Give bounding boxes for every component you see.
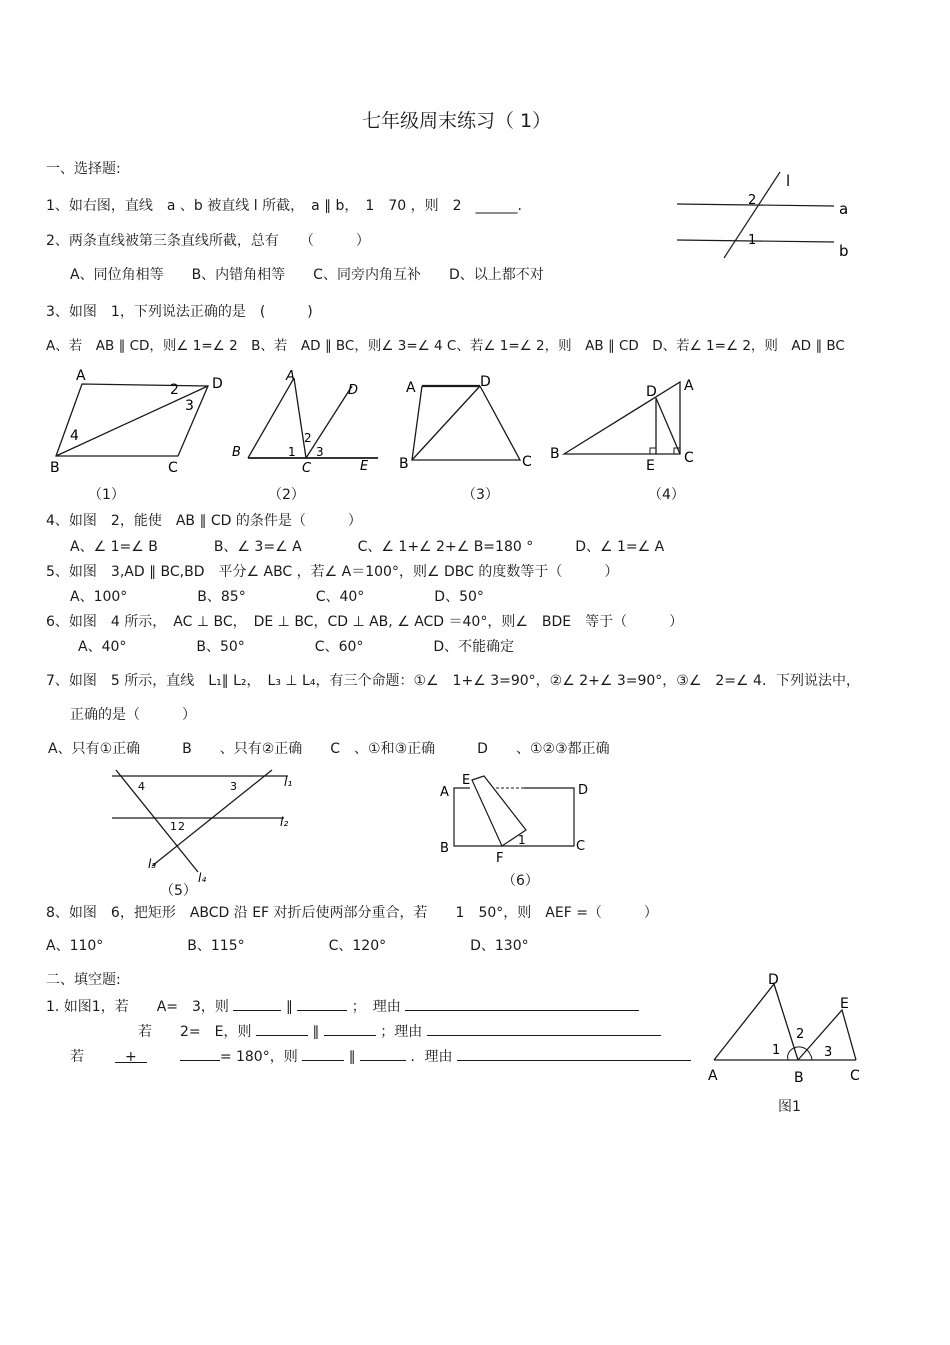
figure-1-parallelogram	[36, 362, 226, 482]
angle-1: 1	[288, 445, 296, 459]
parallel-symbol: ∥	[348, 1049, 356, 1065]
line-l3: l₃	[148, 857, 157, 871]
angle-3: 3	[316, 445, 324, 459]
question-2-options: A、同位角相等 B、内错角相等 C、同旁内角互补 D、以上都不对	[70, 267, 544, 283]
fill-line-2	[138, 1023, 661, 1039]
reason-label: ．理由	[410, 1049, 453, 1065]
figure-3-caption: （3）	[462, 487, 499, 503]
figure-final-triangles	[704, 968, 874, 1093]
fill-line-3	[70, 1048, 691, 1064]
question-6-options: A、40° B、50° C、60° D、不能确定	[78, 639, 515, 655]
angle-1: 1	[748, 233, 757, 248]
angle-4: 4	[138, 780, 145, 793]
angle-1: 1	[518, 833, 526, 847]
fill-3-prefix: 若	[70, 1049, 84, 1065]
vertex-a: A	[286, 369, 295, 384]
parallel-symbol: ∥	[285, 999, 293, 1015]
figure-5-lines	[108, 766, 308, 886]
vertex-d: D	[646, 384, 657, 400]
angle-2: 2	[304, 431, 312, 445]
figure-3-trapezoid	[396, 362, 546, 482]
figure-4-right-triangle	[546, 362, 706, 482]
vertex-b: B	[550, 446, 560, 462]
vertex-c: C	[522, 454, 532, 470]
vertex-d: D	[348, 383, 359, 398]
reason-label: ；理由	[380, 1024, 423, 1040]
blank-reason-3[interactable]	[457, 1048, 691, 1061]
angle-3: 3	[230, 780, 237, 793]
line-l2: l₂	[280, 815, 289, 829]
question-6: 6、如图 4 所示， AC ⊥ BC， DE ⊥ BC，CD ⊥ AB, ∠ ACD ＝40°，则∠ BDE 等于（ ）	[46, 614, 684, 630]
question-4: 4、如图 2，能使 AB ∥ CD 的条件是（ ）	[46, 513, 362, 529]
question-8-options: A、110° B、115° C、120° D、130°	[46, 938, 529, 954]
question-5-options: A、100° B、85° C、40° D、50°	[70, 589, 484, 605]
question-7-options: A、只有①正确 B 、只有②正确 C 、①和③正确 D 、①②③都正确	[48, 741, 610, 757]
vertex-a: A	[406, 380, 416, 396]
label-b: b	[839, 242, 849, 260]
angle-2: 2	[796, 1027, 805, 1042]
vertex-c: C	[168, 460, 178, 476]
blank-2a[interactable]	[256, 1023, 308, 1036]
vertex-d: D	[480, 374, 491, 390]
blank-2b[interactable]	[324, 1023, 376, 1036]
angle-1: 1	[170, 820, 177, 833]
angle-3: 3	[185, 398, 194, 414]
vertex-b: B	[50, 460, 60, 476]
vertex-c: C	[576, 839, 586, 854]
vertex-d: D	[212, 376, 223, 392]
angle-2: 2	[748, 193, 757, 208]
fill-2-prefix: 若 2= E，则	[138, 1024, 252, 1040]
vertex-a: A	[76, 368, 86, 384]
figure-6-folded-rectangle	[436, 770, 606, 870]
figure-2-lines	[228, 362, 388, 482]
vertex-b: B	[232, 445, 241, 460]
question-5: 5、如图 3,AD ∥ BC,BD 平分∠ ABC ，若∠ A＝100°，则∠ DBC 的度数等于（ ）	[46, 564, 619, 580]
section-heading-fill: 二、填空题:	[46, 972, 121, 988]
figure-4-caption: （4）	[648, 487, 685, 503]
plus-sign: +	[125, 1049, 137, 1065]
label-a: a	[839, 200, 849, 218]
parallel-lines-figure	[672, 168, 872, 268]
line-l1: l₁	[284, 775, 293, 789]
vertex-e: E	[646, 458, 655, 474]
figure-5-caption: （5）	[160, 883, 197, 899]
vertex-a: A	[440, 785, 449, 800]
question-3-options: A、若 AB ∥ CD，则∠ 1=∠ 2 B、若 AD ∥ BC，则∠ 3=∠ 4 C、若∠ 1=∠ 2，则 AB ∥ CD D、若∠ 1=∠ 2，则 AD ∥ BC	[46, 338, 845, 354]
page-title: 七年级周末练习（ 1）	[362, 110, 552, 132]
angle-2: 2	[178, 820, 185, 833]
vertex-a: A	[684, 378, 694, 394]
angle-3: 3	[824, 1045, 833, 1060]
question-3: 3、如图 1，下列说法正确的是 ( )	[46, 304, 313, 320]
vertex-b: B	[399, 456, 409, 472]
question-8: 8、如图 6，把矩形 ABCD 沿 EF 对折后使两部分重合，若 1 50°，则 AEF =（ ）	[46, 905, 658, 921]
figure-final-caption: 图1	[778, 1099, 801, 1115]
fill-1-prefix: 1. 如图1，若 A= 3，则	[46, 999, 229, 1015]
vertex-f: F	[496, 851, 504, 866]
angle-4: 4	[70, 428, 79, 444]
question-7: 7、如图 5 所示，直线 L₁∥ L₂， L₃ ⊥ L₄，有三个命题：①∠ 1+∠ 3=90°，②∠ 2+∠ 3=90°，③∠ 2=∠ 4．下列说法中，	[46, 673, 860, 689]
figure-2-caption: （2）	[268, 487, 305, 503]
vertex-b: B	[794, 1070, 804, 1086]
question-2: 2、两条直线被第三条直线所截，总有 （ ）	[46, 233, 370, 249]
blank-3b[interactable]	[180, 1048, 220, 1061]
figure-6-caption: （6）	[502, 873, 539, 889]
question-4-options: A、∠ 1=∠ B B、∠ 3=∠ A C、∠ 1+∠ 2+∠ B=180 ° D、∠ 1=∠ A	[70, 539, 665, 555]
vertex-e: E	[840, 996, 849, 1012]
blank-reason-1[interactable]	[405, 998, 639, 1011]
question-1: 1、如右图，直线 a 、b 被直线 l 所截， a ∥ b， 1 70 ，则 2 ______.	[46, 198, 522, 214]
vertex-e: E	[360, 459, 369, 474]
blank-1b[interactable]	[297, 998, 347, 1011]
equals-180: = 180°，则	[219, 1049, 298, 1065]
vertex-c: C	[684, 450, 694, 466]
vertex-a: A	[708, 1068, 718, 1084]
blank-1a[interactable]	[233, 998, 281, 1011]
vertex-d: D	[578, 783, 589, 798]
question-7-continued: 正确的是（ ）	[70, 707, 196, 723]
fill-line-1	[46, 998, 639, 1014]
angle-1: 1	[772, 1043, 781, 1058]
vertex-d: D	[768, 972, 779, 988]
vertex-c: C	[850, 1068, 860, 1084]
vertex-e: E	[462, 773, 471, 788]
label-l: l	[786, 172, 791, 190]
angle-2: 2	[170, 382, 179, 398]
figure-1-caption: （1）	[88, 487, 125, 503]
reason-label: ； 理由	[351, 999, 401, 1015]
line-l4: l₄	[198, 871, 207, 885]
section-heading-choice: 一、选择题:	[46, 161, 121, 177]
vertex-b: B	[440, 841, 449, 856]
blank-3d[interactable]	[360, 1048, 406, 1061]
blank-3c[interactable]	[302, 1048, 344, 1061]
blank-3a[interactable]	[115, 1050, 147, 1063]
vertex-c: C	[302, 461, 312, 476]
parallel-symbol: ∥	[312, 1024, 320, 1040]
blank-reason-2[interactable]	[427, 1023, 661, 1036]
